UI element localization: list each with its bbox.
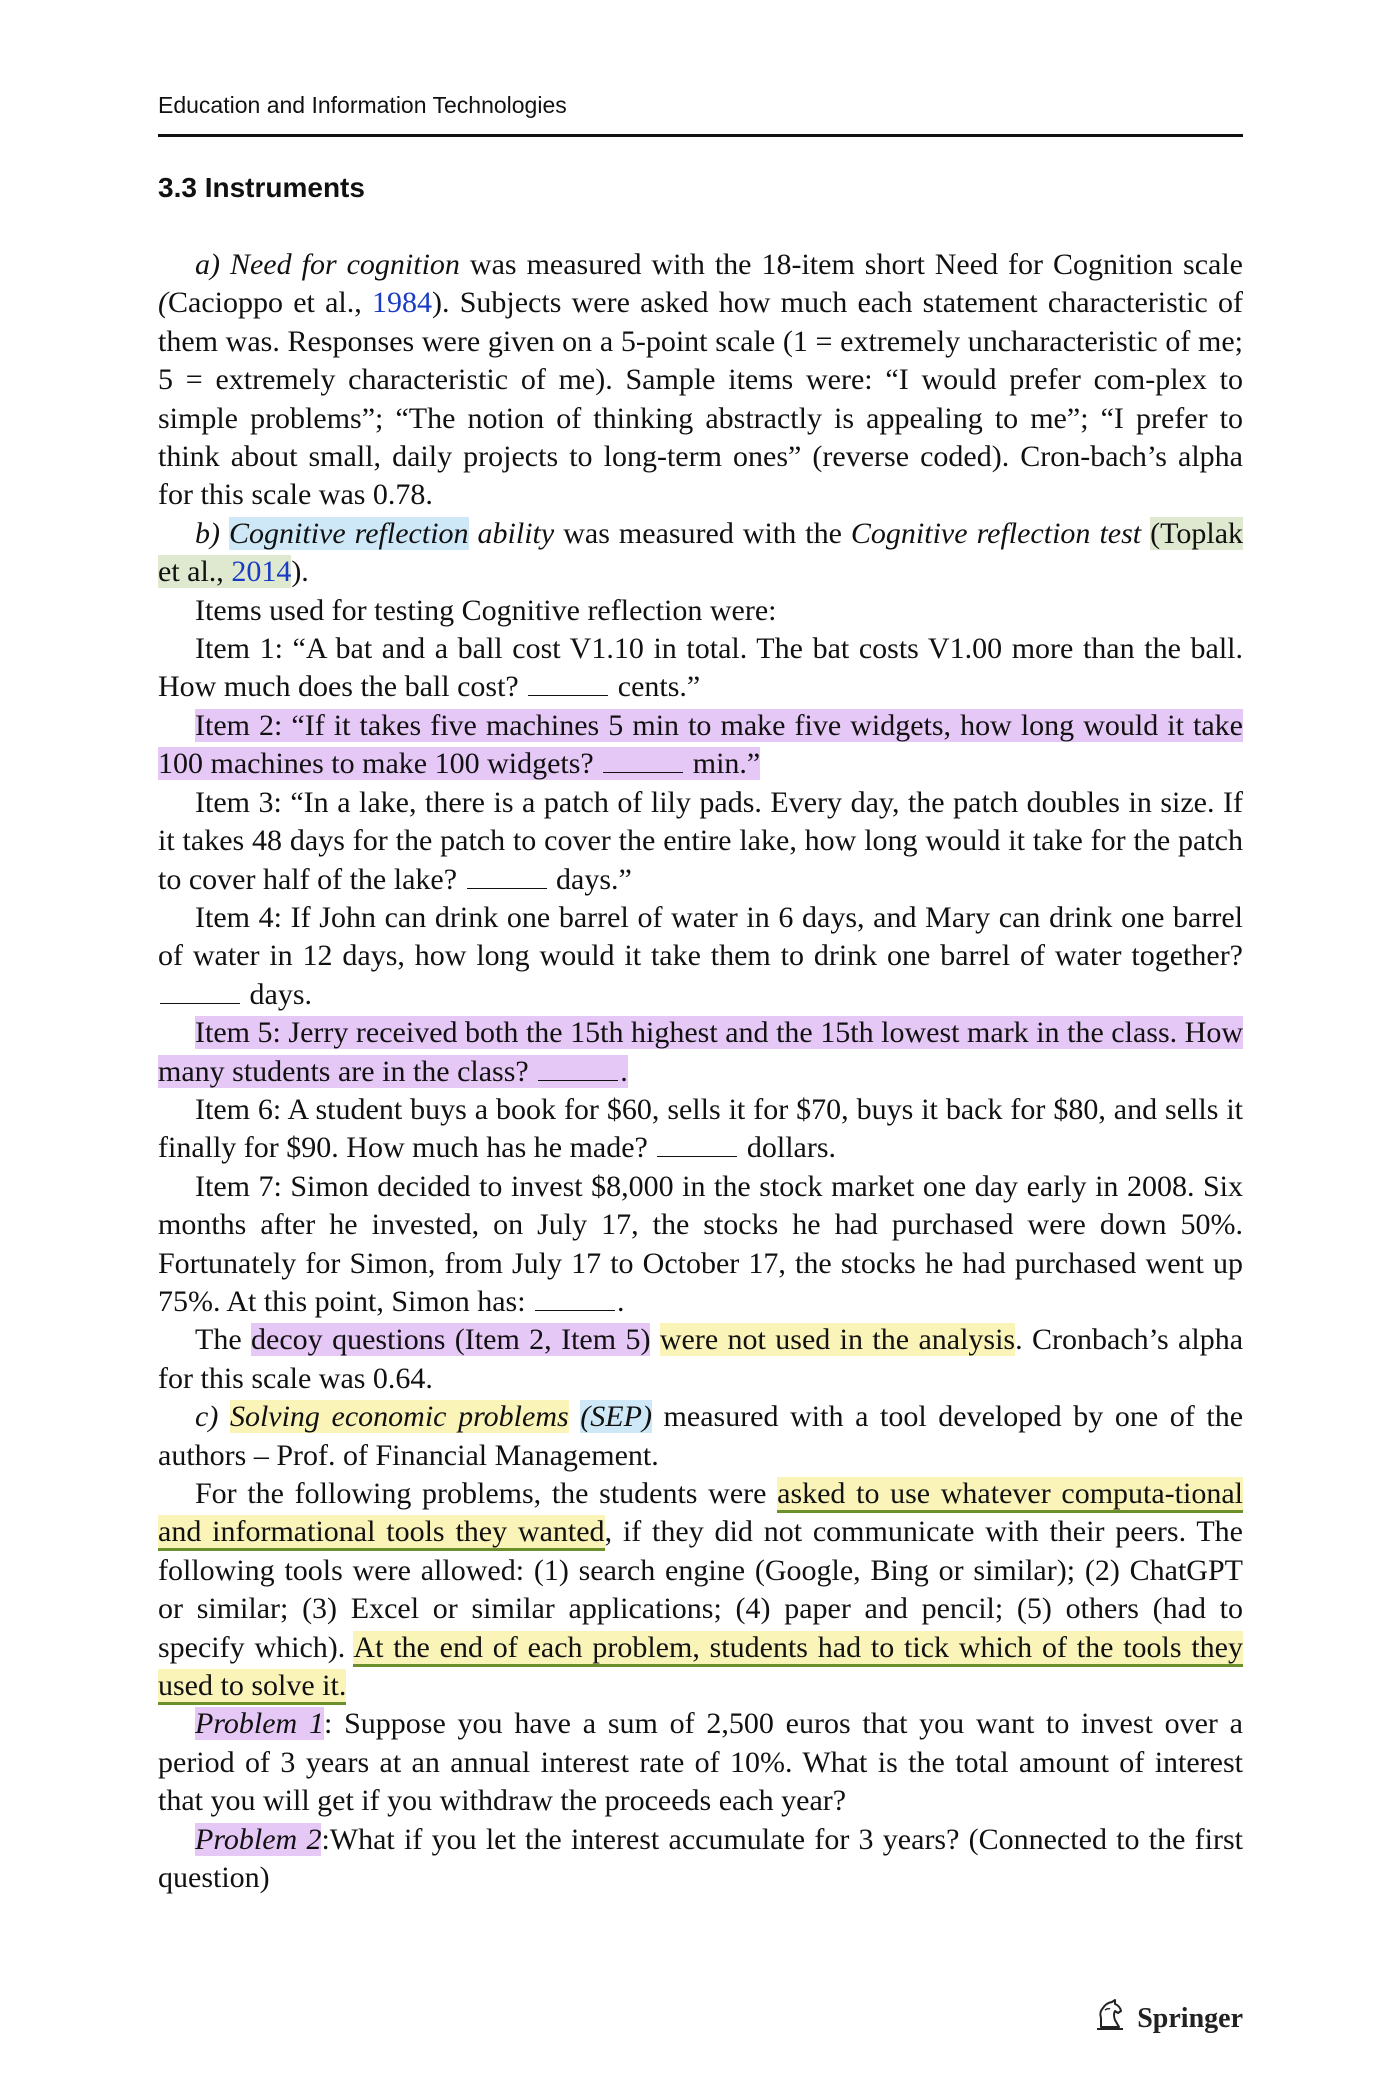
highlight-blue: (SEP) xyxy=(580,1400,652,1434)
item-3: Item 3: “In a lake, there is a patch of lily pads. Every day, the patch doubles in size. If it takes 48 days for the patch to cover the entire lake, how long would it take for the patch to cover half of the lake? days.” xyxy=(158,785,1243,896)
answer-blank xyxy=(657,1155,737,1157)
answer-blank xyxy=(535,1309,615,1311)
highlight-purple: decoy questions (Item 2, Item 5) xyxy=(251,1323,651,1357)
problem-label: Problem 1 xyxy=(195,1707,324,1741)
highlight-blue: Cognitive reflection xyxy=(229,516,469,550)
publisher-footer xyxy=(1093,1998,1243,2040)
item-2 xyxy=(158,707,1243,784)
answer-blank xyxy=(538,1079,618,1081)
answer-blank xyxy=(467,887,547,889)
label-a: a) Need for cognition xyxy=(195,248,460,281)
item-1: Item 1: “A bat and a ball cost V1.10 in total. The bat costs V1.00 more than the ball. How much does the ball cost? cents.” xyxy=(158,632,1243,704)
item-7: Item 7: Simon decided to invest $8,000 in the stock market one day early in 2008. Six months after he invested, on July 17, the stocks he had purchased were down 50%. Fortunately for Simon, from July 17 to October 17, the stocks he had purchased went up 75%. At this point, Simon has: . xyxy=(158,1169,1243,1318)
section-title: 3.3 Instruments xyxy=(158,172,365,203)
highlight-purple: Item 2: “If it takes five machines 5 min to make five widgets, how long would it take 100 machines to make 100 widgets? min.” xyxy=(158,708,1243,781)
highlight-yellow: Solving economic problems xyxy=(229,1400,569,1434)
body-text xyxy=(158,246,1243,1897)
problem-1: Problem 1: Suppose you have a sum of 2,500 euros that you want to invest over a period of 3 years at an annual interest rate of 10%. What is the total amount of interest that you will get if you withdraw the proceeds each year? xyxy=(158,1707,1243,1818)
publisher-name: Springer xyxy=(1137,2003,1243,2034)
paragraph-tools: For the following problems, the students were asked to use whatever computa-tional and informational tools they wanted, if they did not communicate with their peers. The following tools were allowed: (1) search engine (Google, Bing or similar); (2) ChatGPT or similar; (3) Excel or similar applications; (4) paper and pencil; (5) others (had to specify which). At the end of each problem, students had to tick which of the tools they used to solve it. xyxy=(158,1475,1243,1705)
header-rule xyxy=(158,134,1243,137)
items-intro: Items used for testing Cognitive reflection were: xyxy=(195,593,777,627)
highlight-purple: Item 5: Jerry received both the 15th highest and the 15th lowest mark in the class. How many students are in the class? . xyxy=(158,1016,1243,1088)
item-6: Item 6: A student buys a book for $60, sells it for $70, buys it back for $80, and sells it finally for $90. How much has he made? dollars. xyxy=(158,1092,1243,1165)
running-head: Education and Information Technologies xyxy=(158,92,567,118)
paragraph-sep: c) Solving economic problems (SEP) measured with a tool developed by one of the authors – Prof. of Financial Management. xyxy=(158,1400,1244,1472)
paragraph-need-for-cognition: a) Need for cognition was measured with the 18-item short Need for Cognition scale (Cacioppo et al., 1984). Subjects were asked how much each statement characteristic of them was. Responses were given on a 5-point scale (1 = extremely uncharacteristic of me; 5 = extremely characteristic of me). Sample items were: “I would prefer com-plex to simple problems”; “The notion of thinking abstractly is appealing to me”; “I prefer to think about small, daily projects to long-term ones” (reverse coded). Cron-bach’s alpha for this scale was 0.78. xyxy=(158,248,1243,512)
paragraph-decoy: The decoy questions (Item 2, Item 5) were not used in the analysis. Cronbach’s alpha for this scale was 0.64. xyxy=(158,1323,1244,1395)
citation-link[interactable]: 2014 xyxy=(231,555,292,589)
answer-blank xyxy=(528,694,608,696)
answer-blank xyxy=(603,771,683,773)
answer-blank xyxy=(160,1002,240,1004)
highlight-green: (Toplak et al., 2014 xyxy=(158,516,1244,589)
item-5 xyxy=(158,1014,1243,1091)
problem-2: Problem 2:What if you let the interest accumulate for 3 years? (Connected to the first question) xyxy=(158,1822,1244,1895)
item-4: Item 4: If John can drink one barrel of water in 6 days, and Mary can drink one barrel of water in 12 days, how long would it take them to drink one barrel of water together? days. xyxy=(158,900,1243,1011)
paragraph-cognitive-reflection: b) Cognitive reflection ability was measured with the Cognitive reflection test (Toplak et al., 2014). xyxy=(158,516,1244,589)
springer-horse-icon xyxy=(1093,1998,1127,2040)
highlight-yellow-underline: At the end of each problem, students had to tick which of the tools they used to solve it. xyxy=(158,1631,1243,1705)
highlight-yellow: were not used in the analysis xyxy=(659,1323,1016,1357)
highlight-yellow-underline: asked to use whatever computa-tional and informational tools they wanted xyxy=(158,1477,1243,1551)
citation-link[interactable]: 1984 xyxy=(372,286,432,320)
problem-label: Problem 2 xyxy=(195,1822,322,1856)
